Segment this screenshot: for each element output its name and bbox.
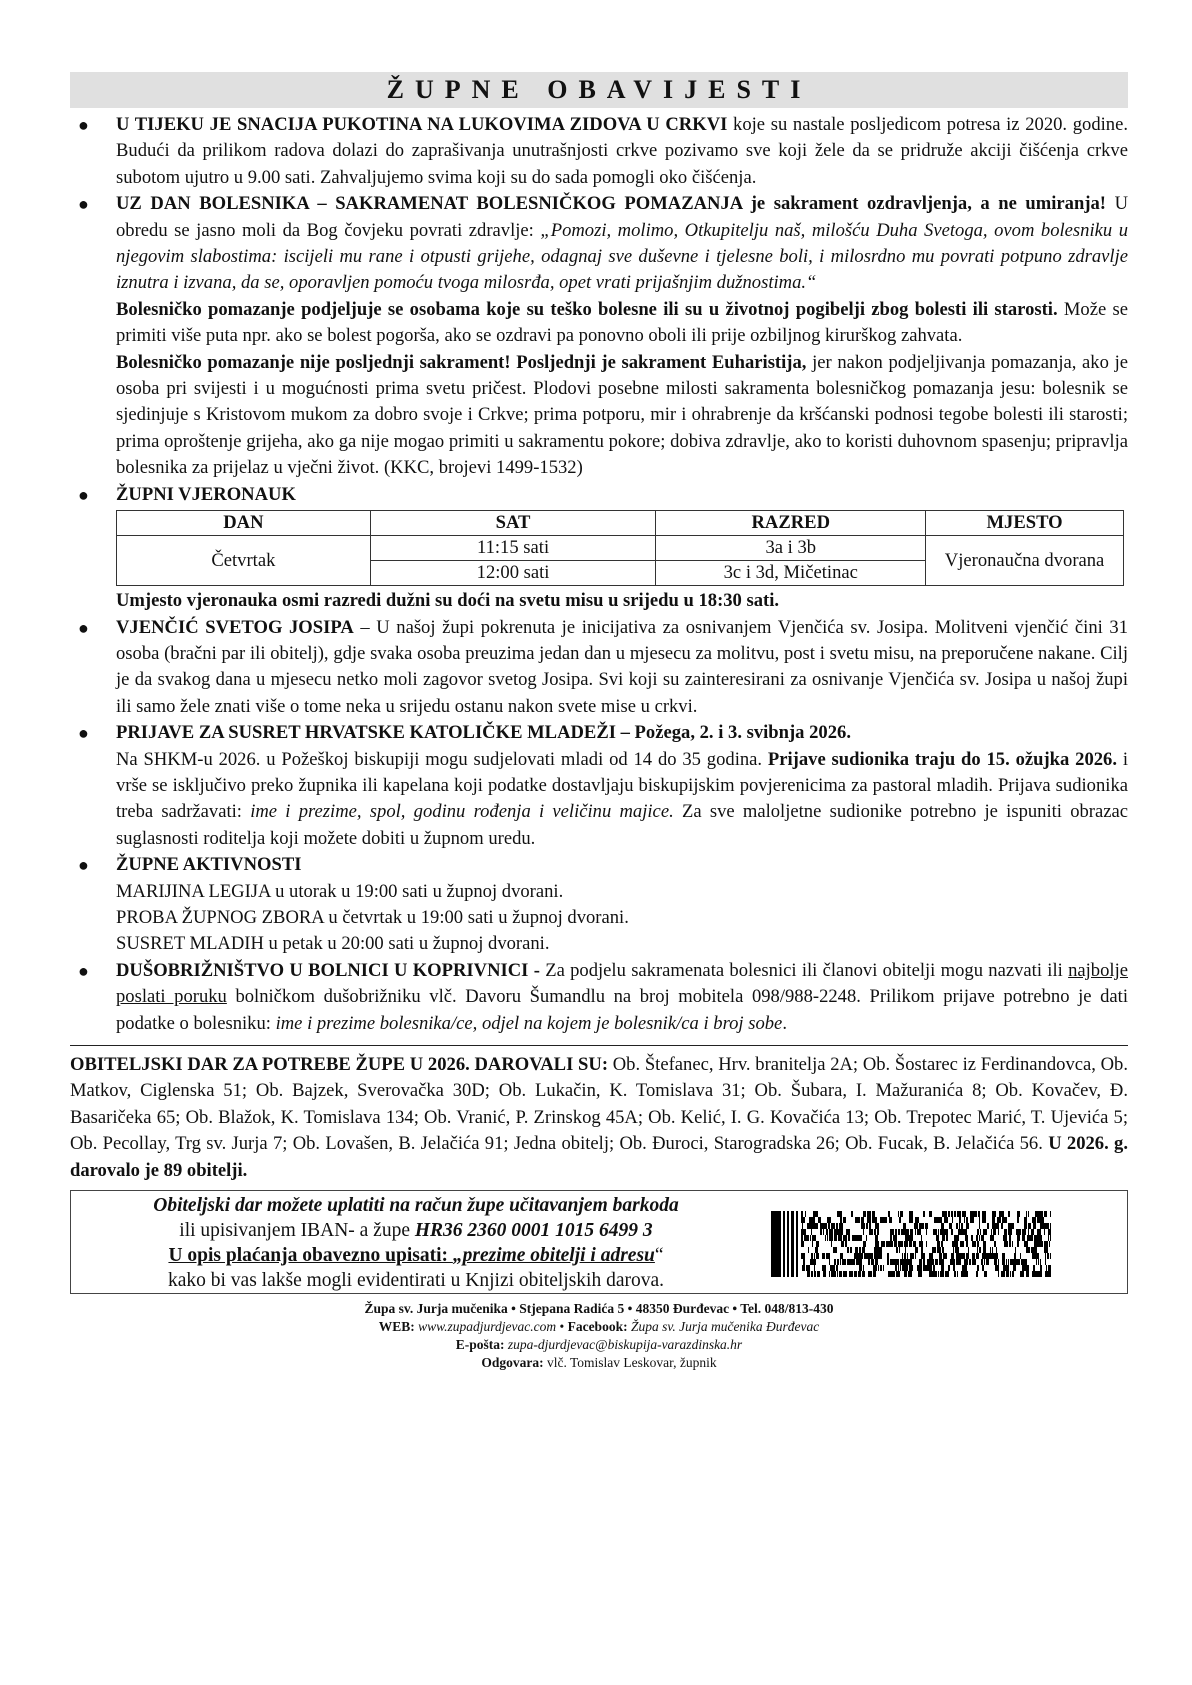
donors-heading: OBITELJSKI DAR ZA POTREBE ŽUPE U 2026. DAROVALI SU:	[70, 1054, 609, 1075]
notice-body: bolničkom dušobrižniku vlč. Davoru Šumandlu na broj mobitela 098/988-2248. Prilikom prijave potrebno je dati podatke o bolesniku:	[116, 986, 1128, 1034]
bullet-icon: ●	[78, 723, 89, 744]
column-header-mjesto: MJESTO	[926, 511, 1124, 536]
notice-body: Na SHKM-u 2026. u Požeškoj biskupiji mogu sudjelovati mladi od 14 do 35 godina.	[116, 748, 768, 770]
notice-body: – U našoj župi pokrenuta je inicijativa za osnivanjem Vjenčića sv. Josipa. Molitveni vjenčić čini 31 osoba (bračni par ili obitelj), gdje svaka osoba preuzima jedan dan u mjesecu za molitvu, post i svetu misu, na preporučene nakane. Cilj je da svakog dana u mjesecu netko moli zagovor svetog Josipa. Svi koji su zainteresirani za osnivanje Vjenčića sv. Josipa u našoj župi ili samo žele znati više o tome neka u srijedu ostanu nakon svete mise u crkvi.	[116, 616, 1128, 717]
responsible-label: Odgovara:	[481, 1355, 544, 1371]
bullet-icon: ●	[78, 855, 89, 876]
prayer-quote: „Pomozi, molimo, Otkupitelju naš, milošću Duha Svetoga, ovom bolesniku u njegovim slabostima: iscijeli mu rane i otpusti grijehe, odagnaj sve duševne i tjelesne boli, i milosrdno mu povrati potpuno zdravlje iznutra i izvana, da se, oporavljen pomoću tvoga milosrđa, opet vrati prijašnjim dužnostima.“	[116, 219, 1128, 294]
notice-bold-paragraph: Bolesničko pomazanje nije posljednji sakrament! Posljednji je sakrament Euharistija,	[116, 351, 807, 373]
notice-heading: DUŠOBRIŽNIŠTVO U BOLNICI U KOPRIVNICI -	[116, 959, 540, 981]
notice-bolnica	[70, 958, 1128, 1037]
table-row	[117, 536, 1124, 561]
donors-total: U 2026. g. darovalo je 89 obitelji.	[70, 1133, 1128, 1181]
payment-instructions	[71, 1191, 761, 1293]
notice-heading: PRIJAVE ZA SUSRET HRVATSKE KATOLIČKE MLADEŽI – Požega, 2. i 3. svibnja 2026.	[116, 722, 851, 744]
notice-shkm	[70, 720, 1128, 852]
cell-time: 11:15 sati	[370, 536, 656, 561]
cell-day: Četvrtak	[117, 536, 371, 586]
notice-heading: U TIJEKU JE SNACIJA PUKOTINA NA LUKOVIMA ZIDOVA U CRKVI	[116, 114, 728, 135]
title-bar	[70, 72, 1128, 108]
notice-body: Za sve maloljetne sudionike potrebno je ispuniti obrazac suglasnosti roditelja koji možete dobiti u župnom uredu.	[116, 801, 1128, 849]
deadline-text: Prijave sudionika traju do 15. ožujka 2026.	[767, 748, 1117, 770]
section-divider	[70, 1045, 1128, 1046]
facebook-label: Facebook:	[567, 1319, 628, 1335]
parish-contact-line: Župa sv. Jurja mučenika • Stjepana Radića 5 • 48350 Đurđevac • Tel. 048/813-430	[364, 1301, 834, 1317]
payment-line-3: U opis plaćanja obavezno upisati:	[168, 1245, 453, 1267]
bullet-icon: ●	[78, 115, 89, 135]
cell-class: 3a i 3b	[656, 536, 926, 561]
activity-item: PROBA ŽUPNOG ZBORA u četvrtak u 19:00 sati u župnoj dvorani.	[116, 906, 629, 928]
notice-vjencic	[70, 615, 1128, 721]
page-title: ŽUPNE OBAVIJESTI	[386, 75, 812, 104]
notice-body: Za podjelu sakramenata bolesnici ili članovi obitelji mogu nazvati ili	[539, 959, 1069, 981]
required-fields-text: ime i prezime, spol, godinu rođenja i veličinu majice.	[250, 801, 674, 823]
notice-heading: UZ DAN BOLESNIKA – SAKRAMENAT BOLESNIČKOG POMAZANJA je sakrament ozdravljenja, a ne umiranja!	[116, 193, 1106, 215]
payment-line-2: ili upisivanjem IBAN- a župe	[179, 1220, 415, 1242]
column-header-razred: RAZRED	[656, 511, 926, 536]
closing-quote: “	[654, 1245, 664, 1267]
notice-body: i vrše se isključivo preko župnika ili kapelana koji podatke dostavljaju biskupijskim povjerenicima za pastoral mladih. Prijava sudionika treba sadržavati:	[116, 748, 1128, 823]
notice-bold-paragraph: Bolesničko pomazanje podjeljuje se osobama koje su teško bolesne ili su u životnoj pogibelji zbog bolesti ili starosti.	[116, 298, 1058, 320]
donors-section	[70, 1052, 1128, 1184]
bullet-icon: ●	[78, 617, 89, 638]
bullet-icon: ●	[78, 484, 89, 505]
iban: HR36 2360 0001 1015 6499 3	[414, 1220, 653, 1242]
notice-body: koje su nastale posljedicom potresa iz 2020. godine. Budući da prilikom radova dolazi do zaprašivanja unutrašnjosti crkve pozivamo sve koji žele da se pridruže akciji čišćenja crkve subotom ujutro u 9.00 sati. Zahvaljujemo svima koji su do sada pomogli oko čišćenja.	[116, 114, 1128, 188]
payment-box	[70, 1190, 1128, 1294]
payment-line-4: kako bi vas lakše mogli evidentirati u Knjizi obiteljskih darova.	[167, 1270, 665, 1292]
column-header-sat: SAT	[370, 511, 656, 536]
notice-list	[70, 112, 1128, 1037]
bulletin-page	[70, 72, 1128, 1372]
payment-description-hint: „prezime obitelji i adresu	[452, 1245, 655, 1267]
patient-info-text: ime i prezime bolesnika/ce, odjel na kojem je bolesnik/ca i broj sobe	[275, 1012, 783, 1034]
notice-vjeronauk	[70, 482, 1128, 615]
facebook-link[interactable]: Župa sv. Jurja mučenika Đurđevac	[630, 1319, 820, 1335]
notice-heading: VJENČIĆ SVETOG JOSIPA	[116, 616, 354, 638]
donors-list: Ob. Štefanec, Hrv. branitelja 2A; Ob. Šostarec iz Ferdinandovca, Ob. Matkov, Ciglenska 51; Ob. Bajzek, Sverovačka 30D; Ob. Lukačin, K. Tomislava 31; Ob. Šubara, I. Mažuranića 8; Ob. Kovačev, Đ. Basaričeka 65; Ob. Blažok, K. Tomislava 134; Ob. Vranić, P. Zrinskog 45A; Ob. Kelić, I. G. Kovačića 13; Ob. Trepotec Marić, T. Ujevića 5; Ob. Pecollay, Trg sv. Jurja 7; Ob. Lovašen, B. Jelačića 91; Jedna obitelj; Ob. Đuroci, Starogradska 26; Ob. Fucak, B. Jelačića 56.	[70, 1054, 1128, 1155]
page-footer	[70, 1300, 1128, 1372]
notice-heading: ŽUPNI VJERONAUK	[116, 483, 296, 505]
separator: •	[556, 1319, 568, 1335]
web-label: WEB:	[378, 1319, 415, 1335]
payment-line-1: Obiteljski dar možete uplatiti na račun župe učitavanjem barkoda	[153, 1195, 679, 1217]
bullet-icon: ●	[78, 194, 89, 215]
notice-dan-bolesnika	[70, 191, 1128, 481]
email-link[interactable]: zupa-djurdjevac@biskupija-varazdinska.hr	[507, 1337, 743, 1353]
cell-time: 12:00 sati	[370, 561, 656, 586]
table-header-row	[117, 511, 1124, 536]
website-link[interactable]: www.zupadjurdjevac.com	[418, 1319, 557, 1335]
notice-aktivnosti	[70, 852, 1128, 958]
email-label: E-pošta:	[455, 1337, 505, 1353]
cell-place: Vjeronaučna dvorana	[926, 536, 1124, 586]
notice-body: Može se primiti više puta npr. ako se bolest pogorša, ako se ozdravi pa ponovno oboli ili prije ozbiljnog kirurškog zahvata.	[116, 298, 1129, 347]
column-header-dan: DAN	[117, 511, 371, 536]
bullet-icon: ●	[78, 960, 89, 981]
notice-heading: ŽUPNE AKTIVNOSTI	[116, 854, 302, 876]
activity-item: SUSRET MLADIH u petak u 20:00 sati u župnoj dvorani.	[116, 933, 550, 955]
punctuation: .	[782, 1012, 787, 1034]
cell-class: 3c i 3d, Mičetinac	[656, 561, 926, 586]
activity-item: MARIJINA LEGIJA u utorak u 19:00 sati u župnoj dvorani.	[116, 880, 564, 902]
vjeronauk-note: Umjesto vjeronauka osmi razredi dužni su doći na svetu misu u srijedu u 18:30 sati.	[116, 590, 780, 612]
underlined-text: najbolje poslati poruku	[116, 959, 1128, 1008]
notice-sanacija	[70, 112, 1128, 191]
pdf417-barcode-icon	[771, 1211, 1051, 1277]
vjeronauk-schedule-table	[116, 510, 1124, 586]
responsible-person: vlč. Tomislav Leskovar, župnik	[547, 1355, 717, 1371]
notice-body: jer nakon podjeljivanja pomazanja, ako je osoba pri svijesti i u mogućnosti prima svetu pričest. Plodovi posebne milosti sakramenta bolesničkog pomazanja jesu: bolesnik se sjedinjuje s Kristovom mukom za dobro svoje i Crkve; prima potporu, mir i ohrabrenje da kršćanski podnosi tegobe bolesti ili starosti; prima oproštenje grijeha, ako ga nije mogao primiti u sakramentu pokore; dobiva zdravlje, ako to koristi duhovnom spasenju; pripravlja bolesnika za prijelaz u vječni život. (KKC, brojevi 1499-1532)	[116, 351, 1128, 479]
notice-body: U obredu se jasno moli da Bog čovjeku povrati zdravlje:	[116, 193, 1128, 241]
